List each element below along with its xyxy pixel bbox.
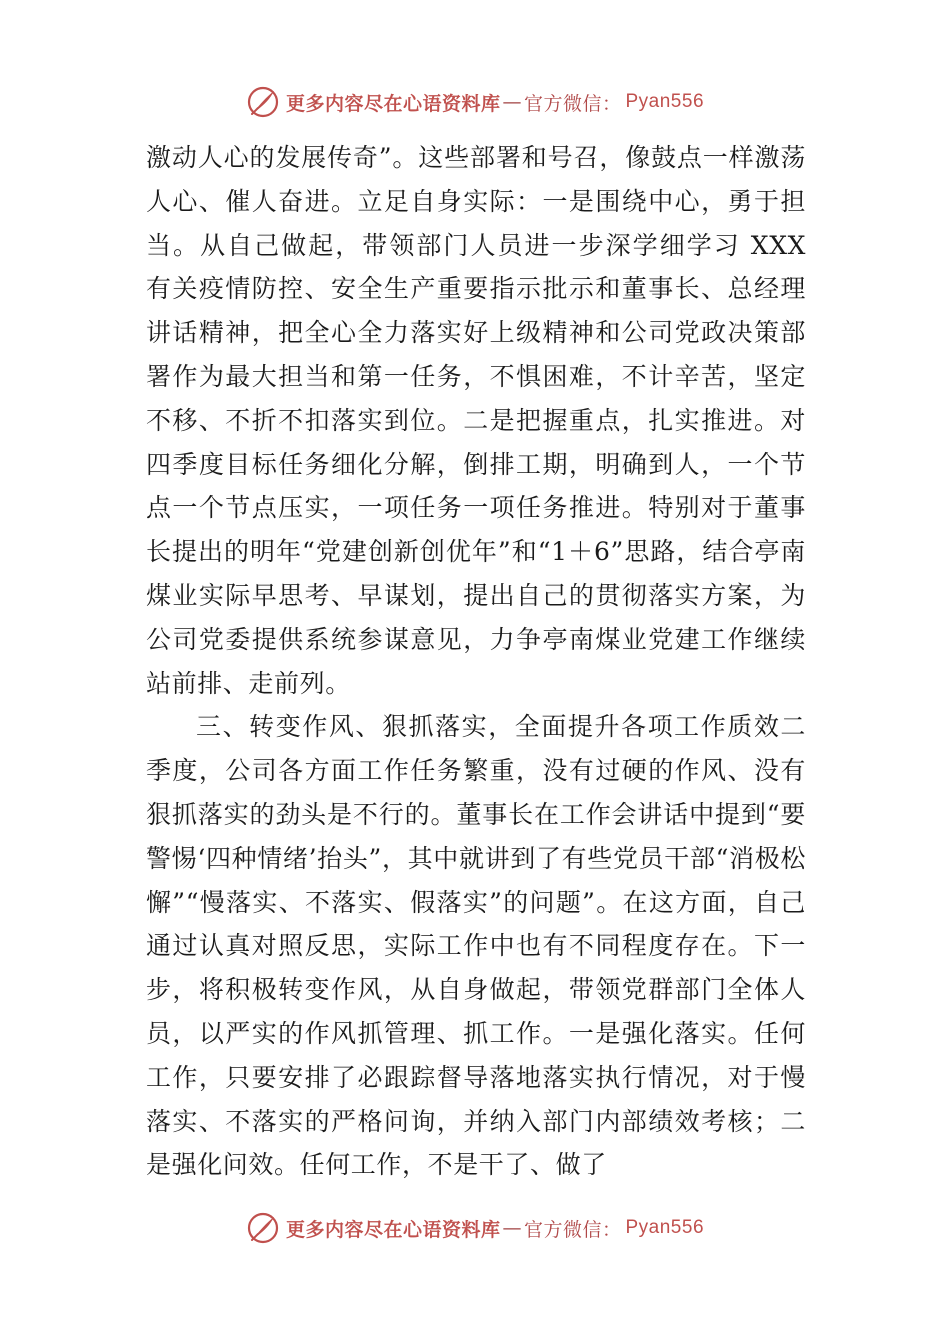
header-wechat-id: Pyan556 (625, 91, 705, 112)
paragraph-2: 三、转变作风、狠抓落实，全面提升各项工作质效二季度，公司各方面工作任务繁重，没有过硬的作风、没有狠抓落实的劲头是不行的。董事长在工作会讲话中提到“要警惕‘四种情绪’抬头”，其中就讲到了有些党员干部“消极松懈”“慢落实、不落实、假落实”的问题”。在这方面，自己通过认真对照反思，实际工作中也有不同程度存在。下一步，将积极转变作风，从自身做起，带领党群部门全体人员，以严实的作风抓管理、抓工作。一是强化落实。任何工作，只要安排了必跟踪督导落地落实执行情况，对于慢落实、不落实的严格问询，并纳入部门内部绩效考核；二是强化问效。任何工作，不是干了、做了 (146, 712, 806, 1180)
feather-pen-logo-icon (246, 1211, 280, 1245)
paragraph-1: 激动人心的发展传奇”。这些部署和号召，像鼓点一样激荡人心、催人奋进。立足自身实际：一是围绕中心，勇于担当。从自己做起，带领部门人员进一步深学细学习 XXX 有关疫情防控、安全生产重要指示批示和董事长、总经理讲话精神，把全心全力落实好上级精神和公司党政决策部署作为最大担当和第一任务，不惧困难，不计辛苦，坚定不移、不折不扣落实到位。二是把握重点，扎实推进。对四季度目标任务细化分解，倒排工期，明确到人，一个节点一个节点压实，一项任务一项任务推进。特别对于董事长提出的明年“党建创新创优年”和“1＋6”思路，结合亭南煤业实际早思考、早谋划，提出自己的贯彻落实方案，为公司党委提供系统参谋意见，力争亭南煤业党建工作继续站前排、走前列。 (146, 143, 806, 698)
header-wechat-label: 官方微信： (523, 92, 622, 115)
header-watermark-banner (0, 82, 950, 122)
footer-watermark-banner (0, 1208, 950, 1248)
footer-wechat-label: 官方微信： (523, 1218, 622, 1241)
footer-wechat-id: Pyan556 (625, 1217, 705, 1238)
footer-separator: — (502, 1217, 522, 1239)
header-brand-text: 更多内容尽在心语资料库 (285, 92, 501, 115)
header-separator: — (502, 91, 522, 113)
feather-pen-logo-icon (246, 85, 280, 119)
footer-brand-text: 更多内容尽在心语资料库 (285, 1218, 501, 1241)
document-body (146, 136, 806, 1187)
